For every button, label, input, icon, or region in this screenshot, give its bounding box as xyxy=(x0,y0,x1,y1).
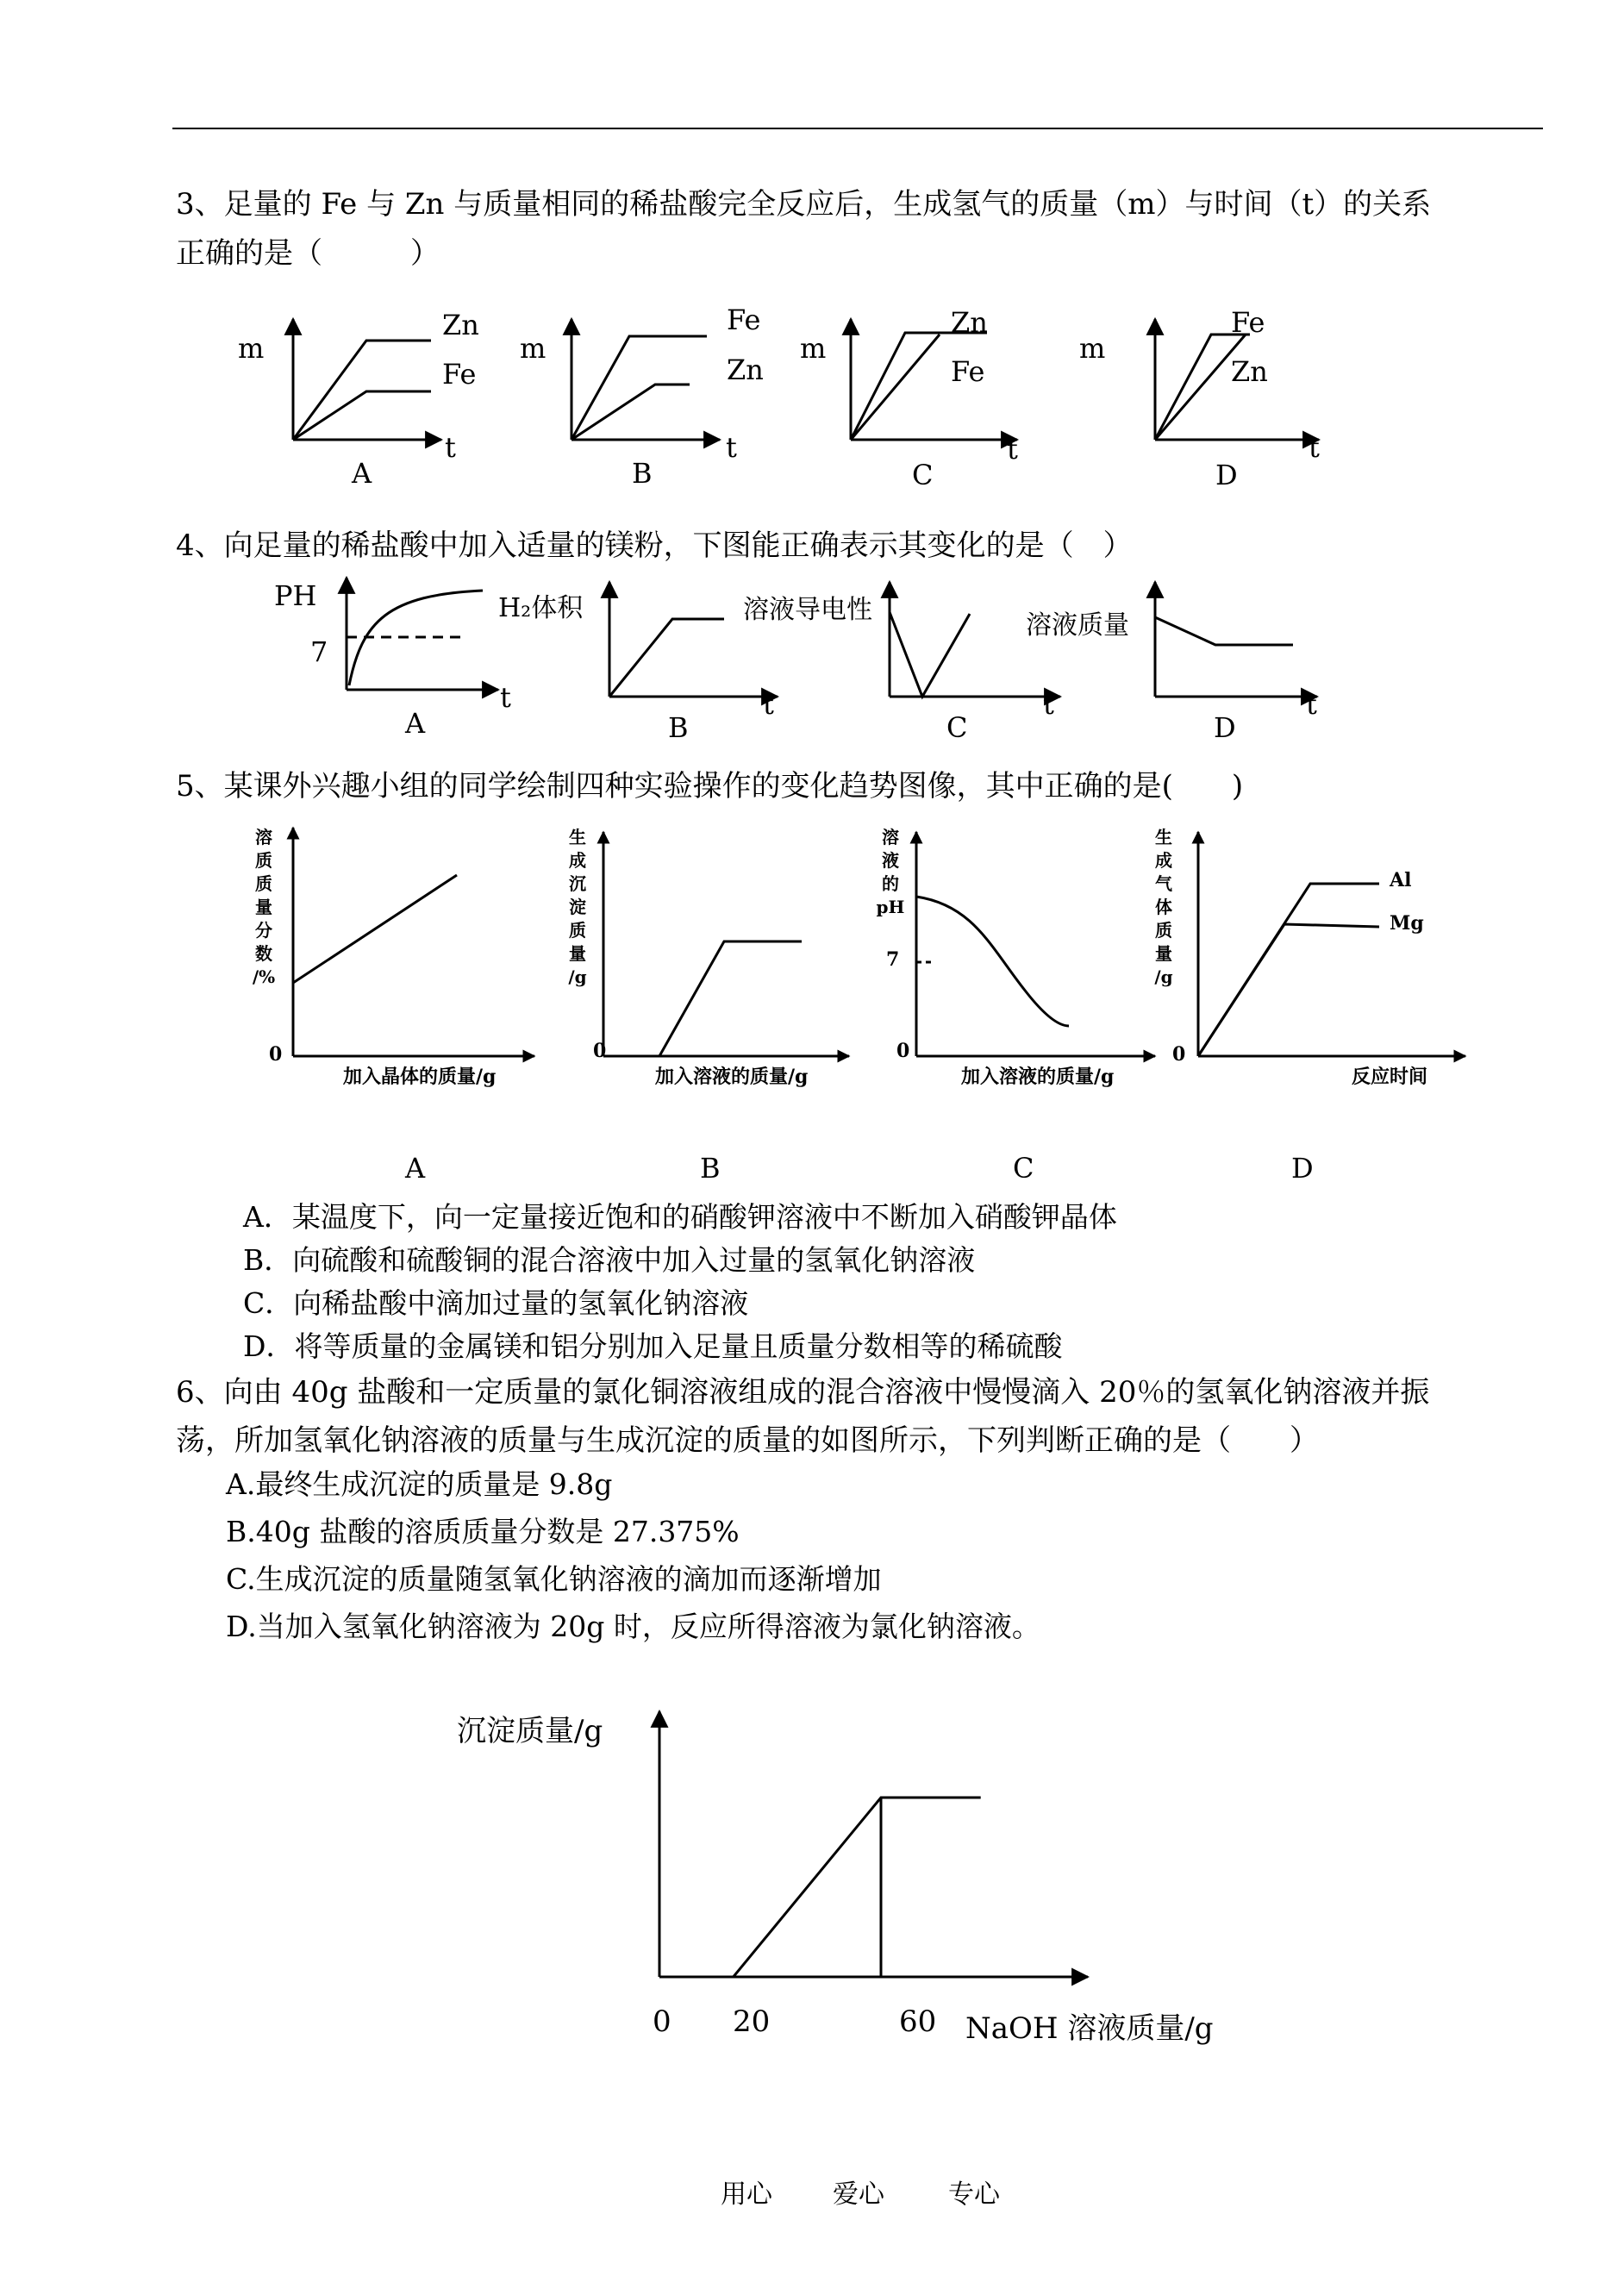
q6-option-a: A.最终生成沉淀的质量是 9.8g xyxy=(226,1467,613,1501)
q5-c-xlabel: 加入溶液的质量/g xyxy=(961,1066,1115,1088)
footer-text-3: 专心 xyxy=(948,2179,1000,2210)
q5-d-series-mg: Mg xyxy=(1390,912,1424,935)
q5-option-d: D．将等质量的金属镁和铝分别加入足量且质量分数相等的稀硫酸 xyxy=(243,1329,1063,1363)
q4-b-ylabel: H₂体积 xyxy=(498,593,584,623)
q4-a-xlabel: t xyxy=(500,681,511,714)
q4-c-caption: C xyxy=(946,711,968,744)
q5-option-a: A．某温度下，向一定量接近饱和的硝酸钾溶液中不断加入硝酸钾晶体 xyxy=(243,1200,1117,1234)
q5-a-xlabel: 加入晶体的质量/g xyxy=(343,1066,497,1088)
q3-b-bottom-series: Zn xyxy=(727,353,764,386)
q5-d-origin: 0 xyxy=(1172,1043,1186,1066)
q5-a-ylabel-char: 质 xyxy=(255,850,272,871)
q5-a-ylabel-char: 分 xyxy=(255,920,272,941)
q3-c-xlabel: t xyxy=(1007,433,1018,466)
q3-c-bottom-series: Fe xyxy=(951,355,985,388)
q5-graph-d xyxy=(1198,832,1465,1056)
q4-a-mark: 7 xyxy=(310,635,328,668)
q6-tick-20: 20 xyxy=(733,2004,771,2039)
q5-b-origin: 0 xyxy=(593,1040,607,1062)
q5-b-ylabel-char: 成 xyxy=(569,850,586,871)
q3-d-bottom-series: Zn xyxy=(1231,355,1268,388)
q5-b-ylabel-char: 质 xyxy=(569,920,586,941)
q5-b-caption: B xyxy=(700,1152,721,1185)
q5-graph-b xyxy=(603,832,849,1056)
q3-d-xlabel: t xyxy=(1309,431,1320,464)
q5-a-caption: A xyxy=(405,1152,426,1185)
q5-d-series-al: Al xyxy=(1390,869,1412,891)
q5-c-origin: 0 xyxy=(896,1040,910,1062)
q6-text-line2: 荡，所加氢氧化钠溶液的质量与生成沉淀的质量的如图所示，下列判断正确的是（ ） xyxy=(176,1423,1319,1458)
q5-a-ylabel-char: /% xyxy=(252,966,276,987)
q3-c-top-series: Zn xyxy=(951,306,988,339)
q6-option-c: C.生成沉淀的质量随氢氧化钠溶液的滴加而逐渐增加 xyxy=(226,1562,882,1596)
q5-b-ylabel-char: 生 xyxy=(569,827,586,847)
q4-graph-a xyxy=(347,578,498,690)
q5-d-xlabel: 反应时间 xyxy=(1352,1066,1428,1088)
q5-a-origin: 0 xyxy=(269,1043,283,1066)
q5-c-ylabel xyxy=(876,826,905,919)
q4-c-xlabel: t xyxy=(1043,688,1054,721)
q5-a-ylabel-char: 量 xyxy=(255,897,272,917)
q5-option-b: B．向硫酸和硫酸铜的混合溶液中加入过量的氢氧化钠溶液 xyxy=(243,1243,976,1277)
q3-c-caption: C xyxy=(912,459,934,491)
q5-graph-a xyxy=(293,828,534,1056)
q6-chart-xlabel: NaOH 溶液质量/g xyxy=(965,2011,1214,2046)
q4-b-xlabel: t xyxy=(763,688,774,721)
q3-a-top-series: Zn xyxy=(442,309,479,341)
q5-c-ylabel-char: pH xyxy=(876,897,905,917)
q4-b-caption: B xyxy=(668,711,689,744)
q6-chart xyxy=(659,1711,1088,1977)
q5-b-ylabel-char: 量 xyxy=(569,943,586,964)
q5-c-ylabel-char: 溶 xyxy=(882,827,899,847)
q3-d-top-series: Fe xyxy=(1231,306,1265,339)
q5-b-ylabel-char: /g xyxy=(568,966,587,987)
q5-a-ylabel-char: 质 xyxy=(255,873,272,894)
q6-option-d: D.当加入氢氧化钠溶液为 20g 时，反应所得溶液为氯化钠溶液。 xyxy=(226,1610,1040,1643)
q3-d-ylabel: m xyxy=(1079,332,1106,365)
q5-graph-c xyxy=(916,832,1155,1056)
q3-b-ylabel: m xyxy=(520,332,547,365)
q6-series-line xyxy=(659,1798,981,1977)
q5-d-ylabel-char: 成 xyxy=(1155,850,1172,871)
q5-d-ylabel-char: 气 xyxy=(1155,873,1172,894)
q5-d-ylabel-char: 质 xyxy=(1155,920,1172,941)
q5-b-ylabel xyxy=(565,826,590,989)
q3-b-xlabel: t xyxy=(726,431,737,464)
q5-b-xlabel: 加入溶液的质量/g xyxy=(655,1066,809,1088)
q5-a-ylabel xyxy=(252,826,276,989)
q3-d-caption: D xyxy=(1215,459,1238,491)
q3-text-line2: 正确的是（ ） xyxy=(176,236,440,271)
q5-d-ylabel-char: 量 xyxy=(1155,943,1172,964)
q6-tick-60: 60 xyxy=(899,2004,937,2039)
q3-a-xlabel: t xyxy=(445,431,456,464)
q3-c-ylabel: m xyxy=(800,332,827,365)
q5-c-ylabel-char: 的 xyxy=(882,873,899,894)
q3-a-caption: A xyxy=(352,457,372,490)
footer-text-2: 爱心 xyxy=(833,2179,884,2210)
q5-c-ylabel-char: 液 xyxy=(882,850,899,871)
q6-text-line1: 6、向由 40g 盐酸和一定质量的氯化铜溶液组成的混合溶液中慢慢滴入 20％的氢氧化钠溶液并振 xyxy=(176,1375,1430,1410)
q5-a-ylabel-char: 数 xyxy=(255,943,272,964)
q5-d-ylabel-char: 生 xyxy=(1155,827,1172,847)
q6-chart-ylabel: 沉淀质量/g xyxy=(457,1714,603,1748)
q3-graph-c xyxy=(851,319,1017,440)
q5-b-ylabel-char: 淀 xyxy=(569,897,586,917)
q5-text-line1: 5、某课外兴趣小组的同学绘制四种实验操作的变化趋势图像，其中正确的是( ) xyxy=(176,769,1244,804)
q5-a-ylabel-char: 溶 xyxy=(255,827,272,847)
q4-c-ylabel: 溶液导电性 xyxy=(743,595,872,625)
q4-d-caption: D xyxy=(1214,711,1236,744)
footer-text-1: 用心 xyxy=(721,2179,772,2210)
q3-b-top-series: Fe xyxy=(727,303,761,336)
q5-c-mark: 7 xyxy=(886,948,900,971)
q3-graph-a xyxy=(293,319,441,440)
q3-a-ylabel: m xyxy=(238,332,265,365)
q5-d-ylabel xyxy=(1152,826,1176,989)
q5-c-caption: C xyxy=(1013,1152,1034,1185)
q6-tick-0: 0 xyxy=(653,2004,671,2039)
q4-a-caption: A xyxy=(405,707,426,740)
q4-d-ylabel: 溶液质量 xyxy=(1026,610,1129,641)
q4-text-line1: 4、向足量的稀盐酸中加入适量的镁粉，下图能正确表示其变化的是（ ） xyxy=(176,528,1133,563)
q3-b-caption: B xyxy=(632,457,653,490)
q3-a-bottom-series: Fe xyxy=(442,358,477,391)
q5-d-ylabel-char: 体 xyxy=(1155,897,1172,917)
q4-graph-d xyxy=(1155,582,1317,697)
q3-graph-b xyxy=(572,319,720,440)
q6-option-b: B.40g 盐酸的溶质质量分数是 27.375% xyxy=(226,1515,740,1548)
q5-d-ylabel-char: /g xyxy=(1154,966,1173,987)
q4-a-ylabel: PH xyxy=(274,579,317,612)
q5-option-c: C．向稀盐酸中滴加过量的氢氧化钠溶液 xyxy=(243,1286,749,1320)
q4-d-xlabel: t xyxy=(1306,688,1317,721)
q3-text-line1: 3、足量的 Fe 与 Zn 与质量相同的稀盐酸完全反应后，生成氢气的质量（m）与时间（t）的关系 xyxy=(176,187,1432,222)
q5-d-caption: D xyxy=(1291,1152,1314,1185)
q5-b-ylabel-char: 沉 xyxy=(569,873,586,894)
